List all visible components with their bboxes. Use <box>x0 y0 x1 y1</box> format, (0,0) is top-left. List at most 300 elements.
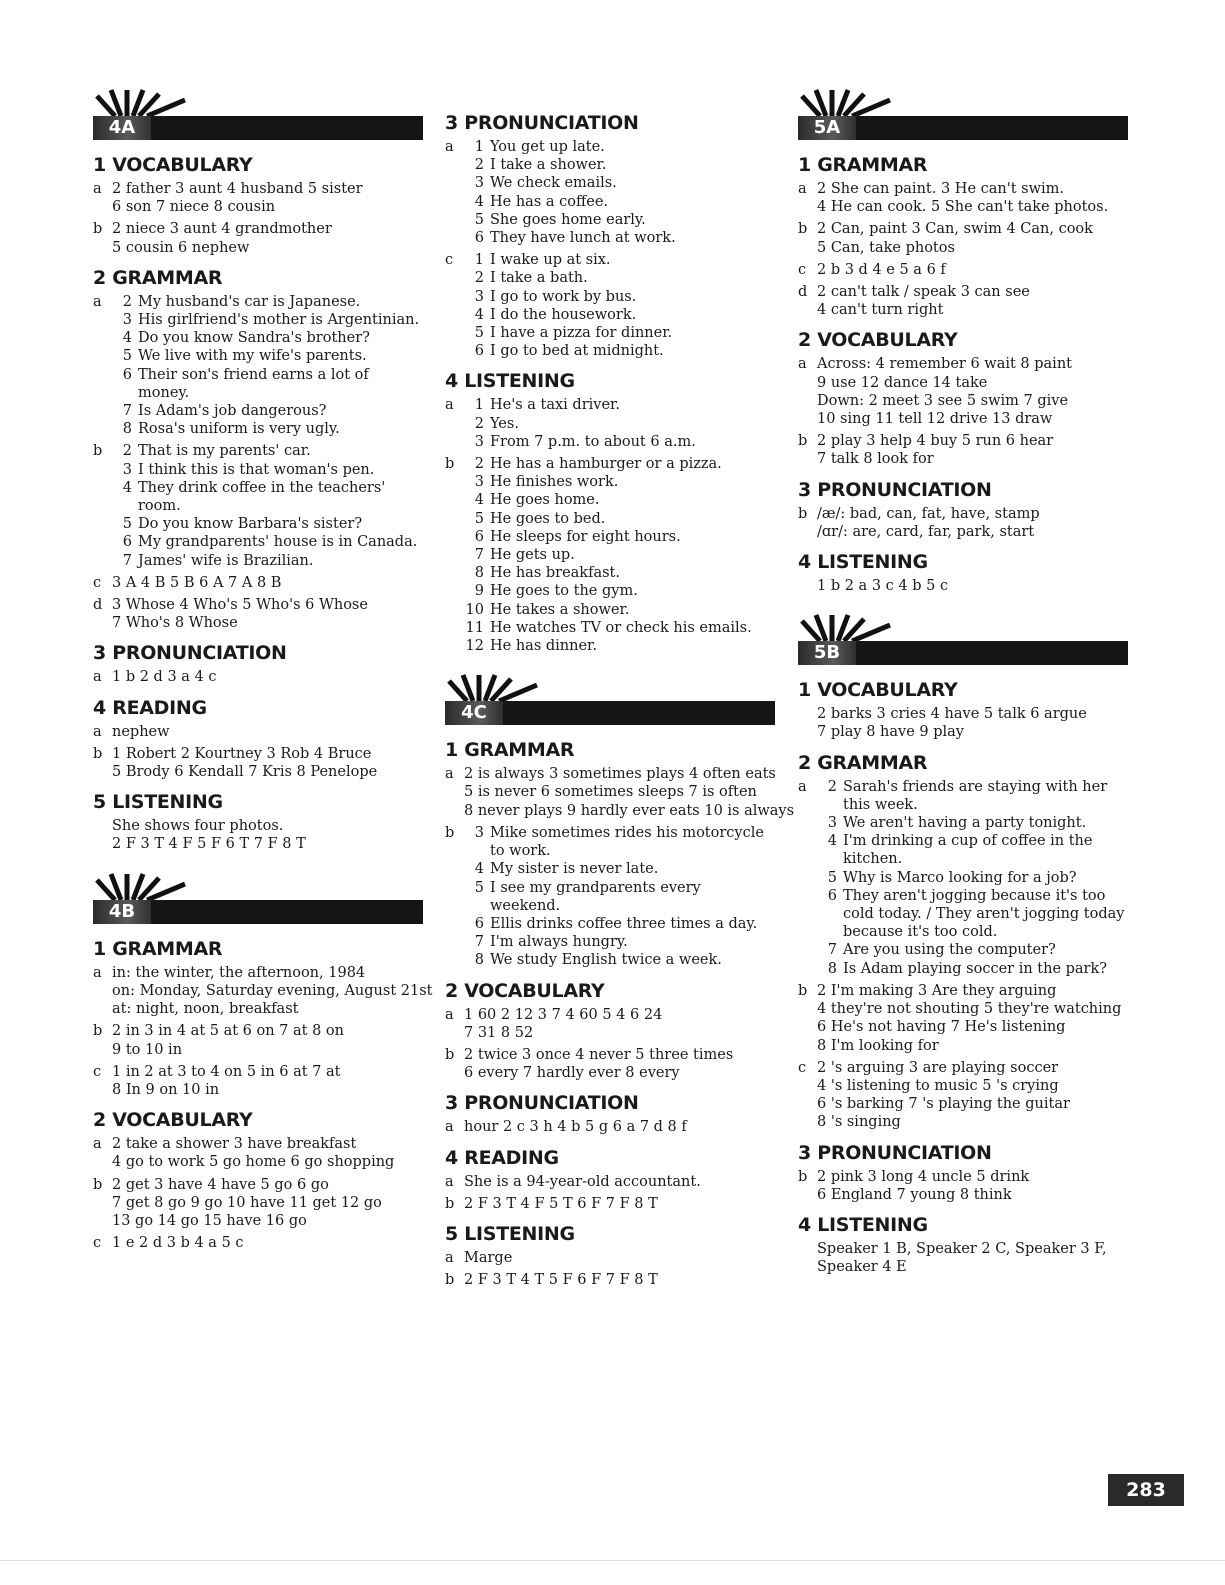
item-number: 6 <box>474 230 484 247</box>
item-text: Their son's friend earns a lot of money. <box>138 366 369 401</box>
part-body <box>112 1234 423 1252</box>
part-letter: b <box>93 443 103 460</box>
item-number: 8 <box>474 952 484 969</box>
answer-line: /æ/: bad, can, fat, have, stamp <box>817 505 1040 522</box>
part-letter: a <box>445 1173 454 1190</box>
answer-item <box>817 960 1128 978</box>
item-number: 12 <box>465 638 484 655</box>
item-number: 4 <box>474 861 484 878</box>
item-text: I think this is that woman's pen. <box>138 461 375 478</box>
item-text: We check emails. <box>490 175 617 192</box>
answer-part <box>93 180 423 216</box>
answer-line: 8 I'm looking for <box>817 1037 939 1054</box>
answer-item <box>464 229 775 247</box>
item-number: 10 <box>465 601 484 618</box>
answer-line: 4 He can cook. 5 She can't take photos. <box>817 199 1109 216</box>
answer-part <box>798 355 1128 428</box>
answer-part <box>798 505 1128 541</box>
item-number: 3 <box>122 461 132 478</box>
answer-part <box>798 261 1128 279</box>
answer-line: 2 is always 3 sometimes plays 4 often eats <box>464 766 776 783</box>
unit-label: 5B <box>798 641 856 665</box>
part-letter: a <box>445 1249 454 1266</box>
answer-part <box>93 723 423 741</box>
item-text: I go to bed at midnight. <box>490 343 664 360</box>
part-body <box>817 778 1128 978</box>
answer-line: 1 e 2 d 3 b 4 a 5 c <box>112 1235 244 1252</box>
part-body <box>464 455 775 655</box>
sunburst-icon <box>445 673 545 703</box>
item-text: Do you know Barbara's sister? <box>138 516 363 533</box>
item-number: 5 <box>122 348 132 365</box>
answer-part <box>798 432 1128 468</box>
part-body <box>817 577 1128 595</box>
part-body <box>817 432 1128 468</box>
sunburst-icon <box>798 613 898 643</box>
answer-part <box>445 1271 775 1289</box>
item-number: 4 <box>122 479 132 496</box>
part-letter <box>798 577 817 595</box>
item-text: From 7 p.m. to about 6 a.m. <box>490 433 696 450</box>
answer-item <box>112 402 423 420</box>
item-text: I have a pizza for dinner. <box>490 325 673 342</box>
part-body <box>464 251 775 360</box>
unit-banner <box>798 613 1128 669</box>
item-text: He goes to the gym. <box>490 583 638 600</box>
item-text: He's a taxi driver. <box>490 397 620 414</box>
answer-line: 2 F 3 T 4 F 5 T 6 F 7 F 8 T <box>464 1195 658 1212</box>
answer-item <box>464 473 775 491</box>
part-letter: b <box>798 982 808 999</box>
section-title: 2 VOCABULARY <box>445 979 605 1002</box>
answer-item <box>464 433 775 451</box>
answer-line: 2 take a shower 3 have breakfast <box>112 1136 357 1153</box>
answer-item <box>464 879 775 915</box>
item-number: 8 <box>827 960 837 977</box>
item-number: 7 <box>827 942 837 959</box>
section-title: 5 LISTENING <box>445 1222 575 1245</box>
part-body <box>464 1271 775 1289</box>
item-number: 9 <box>474 583 484 600</box>
section-title: 4 READING <box>445 1146 559 1169</box>
answer-item <box>464 860 775 878</box>
part-body <box>112 293 423 439</box>
answer-item <box>112 442 423 460</box>
item-number: 2 <box>122 443 132 460</box>
answer-item <box>464 824 775 860</box>
answer-part <box>798 1240 1128 1276</box>
answer-line: /ɑr/: are, card, far, park, start <box>817 523 1035 540</box>
answer-line: 2 's arguing 3 are playing soccer <box>817 1059 1059 1076</box>
item-text: Sarah's friends are staying with her this week. <box>843 778 1108 813</box>
part-body <box>112 668 423 686</box>
part-body <box>817 982 1128 1055</box>
part-letter: c <box>798 1059 807 1076</box>
answer-line: 6 every 7 hardly ever 8 every <box>464 1065 680 1082</box>
item-number: 7 <box>474 934 484 951</box>
item-text: I do the housework. <box>490 306 637 323</box>
part-letter: b <box>445 1046 455 1063</box>
unit-banner <box>445 673 775 729</box>
answer-line: 2 can't talk / speak 3 can see <box>817 284 1030 301</box>
answer-line: 1 b 2 d 3 a 4 c <box>112 669 217 686</box>
part-letter <box>798 1240 817 1276</box>
answer-line: 7 talk 8 look for <box>817 451 934 468</box>
part-body <box>817 355 1128 428</box>
answer-item <box>112 461 423 479</box>
item-text: Mike sometimes rides his motorcycle to work. <box>490 824 764 860</box>
answer-item <box>464 269 775 287</box>
item-text: I'm drinking a cup of coffee in the kitchen. <box>843 833 1093 868</box>
answer-item <box>464 324 775 342</box>
section-title: 5 LISTENING <box>93 791 223 814</box>
item-number: 3 <box>474 288 484 305</box>
answer-line: 1 Robert 2 Kourtney 3 Rob 4 Bruce <box>112 745 372 762</box>
answer-item <box>464 546 775 564</box>
item-text: He goes to bed. <box>490 510 606 527</box>
item-text: He has a coffee. <box>490 193 609 210</box>
part-body <box>817 180 1128 216</box>
answer-item <box>464 637 775 655</box>
part-body <box>112 220 423 256</box>
answer-part <box>445 455 775 655</box>
page-number: 283 <box>1108 1474 1184 1506</box>
item-text: Ellis drinks coffee three times a day. <box>490 915 758 932</box>
section-title: 2 VOCABULARY <box>93 1109 253 1132</box>
part-letter: b <box>93 1023 103 1040</box>
section-title: 3 PRONUNCIATION <box>93 642 287 665</box>
part-letter: a <box>93 669 102 686</box>
item-text: They aren't jogging because it's too cold today. / They aren't jogging today because it's too cold. <box>843 887 1125 941</box>
item-text: I go to work by bus. <box>490 288 637 305</box>
part-body <box>464 765 794 820</box>
part-body <box>817 505 1128 541</box>
answer-line: 2 b 3 d 4 e 5 a 6 f <box>817 261 946 278</box>
item-text: He sleeps for eight hours. <box>490 528 681 545</box>
answer-line: on: Monday, Saturday evening, August 21st <box>112 982 433 999</box>
answer-line: 3 A 4 B 5 B 6 A 7 A 8 B <box>112 574 282 591</box>
answer-item <box>112 552 423 570</box>
answer-item <box>112 311 423 329</box>
sunburst-icon <box>93 872 193 902</box>
answer-item <box>817 778 1128 814</box>
item-number: 4 <box>474 193 484 210</box>
answer-line: 4 's listening to music 5 's crying <box>817 1077 1059 1094</box>
part-letter: a <box>445 1119 454 1136</box>
part-letter: b <box>445 456 455 473</box>
part-body <box>112 1135 423 1171</box>
part-letter <box>93 817 112 853</box>
part-letter: b <box>798 433 808 450</box>
answer-item <box>464 564 775 582</box>
item-number: 3 <box>474 474 484 491</box>
answer-part <box>798 220 1128 256</box>
part-body <box>464 1173 775 1191</box>
answer-line: Speaker 1 B, Speaker 2 C, Speaker 3 F, <box>817 1240 1107 1257</box>
part-body <box>112 1176 423 1231</box>
item-number: 4 <box>827 833 837 850</box>
answer-part <box>445 1249 775 1267</box>
item-number: 7 <box>122 403 132 420</box>
item-text: We live with my wife's parents. <box>138 348 367 365</box>
answer-item <box>817 832 1128 868</box>
answer-item <box>464 491 775 509</box>
item-text: He goes home. <box>490 492 600 509</box>
item-text: Do you know Sandra's brother? <box>138 330 370 347</box>
answer-line: Down: 2 meet 3 see 5 swim 7 give <box>817 392 1069 409</box>
item-text: She goes home early. <box>490 211 646 228</box>
answer-part <box>445 1118 775 1136</box>
item-number: 3 <box>474 175 484 192</box>
part-letter: c <box>445 252 454 269</box>
part-letter: a <box>93 964 102 981</box>
part-letter: d <box>93 597 103 614</box>
item-text: My grandparents' house is in Canada. <box>138 534 418 551</box>
item-text: That is my parents' car. <box>138 443 311 460</box>
answer-part <box>798 577 1128 595</box>
answer-line: 5 cousin 6 nephew <box>112 239 250 256</box>
answer-line: 3 Whose 4 Who's 5 Who's 6 Whose <box>112 597 368 614</box>
answer-item <box>464 601 775 619</box>
answer-line: in: the winter, the afternoon, 1984 <box>112 964 366 981</box>
section-title: 3 PRONUNCIATION <box>798 478 992 501</box>
answer-item <box>817 814 1128 832</box>
sunburst-icon <box>798 88 898 118</box>
answer-part <box>93 817 423 853</box>
answer-line: at: night, noon, breakfast <box>112 1001 299 1018</box>
answer-line: Across: 4 remember 6 wait 8 paint <box>817 356 1072 373</box>
answer-line: 10 sing 11 tell 12 drive 13 draw <box>817 411 1053 428</box>
section-title: 4 READING <box>93 696 207 719</box>
answer-part <box>93 668 423 686</box>
item-number: 6 <box>122 534 132 551</box>
unit-banner <box>798 88 1128 144</box>
section-title: 3 PRONUNCIATION <box>445 112 639 134</box>
answer-line: 2 twice 3 once 4 never 5 three times <box>464 1046 734 1063</box>
answer-part <box>93 1063 423 1099</box>
part-body <box>464 138 775 247</box>
item-text: I'm always hungry. <box>490 934 628 951</box>
answer-part <box>798 1059 1128 1132</box>
item-text: Rosa's uniform is very ugly. <box>138 421 340 438</box>
item-number: 7 <box>122 552 132 569</box>
part-letter: b <box>93 745 103 762</box>
item-number: 8 <box>122 421 132 438</box>
item-number: 3 <box>474 433 484 450</box>
answer-line: 13 go 14 go 15 have 16 go <box>112 1212 307 1229</box>
answer-item <box>112 293 423 311</box>
answer-item <box>464 211 775 229</box>
item-number: 2 <box>827 778 837 795</box>
answer-item <box>112 420 423 438</box>
item-text: He has dinner. <box>490 638 597 655</box>
section-title: 1 GRAMMAR <box>445 739 575 762</box>
part-body <box>464 1118 775 1136</box>
answer-line: 2 get 3 have 4 have 5 go 6 go <box>112 1176 329 1193</box>
item-number: 2 <box>474 270 484 287</box>
answer-line: 5 Brody 6 Kendall 7 Kris 8 Penelope <box>112 764 378 781</box>
item-number: 1 <box>474 252 484 269</box>
unit-label: 4A <box>93 116 151 140</box>
answer-line: 6 England 7 young 8 think <box>817 1186 1012 1203</box>
column-right <box>798 88 1128 1280</box>
answer-item <box>464 455 775 473</box>
answer-item <box>112 347 423 365</box>
unit-label: 5A <box>798 116 856 140</box>
answer-item <box>464 288 775 306</box>
answer-item <box>464 915 775 933</box>
part-body <box>817 1059 1128 1132</box>
item-number: 4 <box>474 492 484 509</box>
answer-part <box>798 1168 1128 1204</box>
item-text: My husband's car is Japanese. <box>138 293 361 310</box>
answer-line: 6 's barking 7 's playing the guitar <box>817 1096 1070 1113</box>
answer-item <box>464 951 775 969</box>
part-body <box>112 442 423 569</box>
part-letter: b <box>93 1176 103 1193</box>
answer-item <box>464 933 775 951</box>
section-title: 1 VOCABULARY <box>93 154 253 176</box>
part-body <box>817 220 1128 256</box>
item-number: 3 <box>122 312 132 329</box>
part-letter: a <box>445 139 454 155</box>
item-text: I wake up at six. <box>490 252 611 269</box>
part-body <box>112 817 423 853</box>
answer-part <box>798 705 1128 741</box>
section-title: 4 LISTENING <box>798 551 928 574</box>
item-number: 6 <box>474 915 484 932</box>
part-body <box>464 1249 775 1267</box>
item-text: Is Adam's job dangerous? <box>138 403 327 420</box>
part-body <box>112 574 423 592</box>
item-number: 5 <box>474 510 484 527</box>
item-number: 3 <box>827 815 837 832</box>
item-number: 2 <box>474 157 484 174</box>
answer-line: 2 pink 3 long 4 uncle 5 drink <box>817 1168 1030 1185</box>
answer-part <box>445 765 795 820</box>
part-body <box>464 1046 775 1082</box>
section-title: 2 VOCABULARY <box>798 329 958 352</box>
item-number: 6 <box>827 887 837 904</box>
part-body <box>817 1240 1128 1276</box>
section-title: 3 PRONUNCIATION <box>445 1092 639 1115</box>
answer-item <box>464 342 775 360</box>
part-body <box>464 824 775 970</box>
sunburst-icon <box>93 88 193 118</box>
answer-line: 6 He's not having 7 He's listening <box>817 1019 1066 1036</box>
answer-line: 7 31 8 52 <box>464 1024 534 1041</box>
answer-part <box>445 1006 775 1042</box>
item-number: 4 <box>474 306 484 323</box>
part-letter: a <box>445 1006 454 1023</box>
answer-part <box>798 778 1128 978</box>
section-title: 1 GRAMMAR <box>798 154 928 176</box>
answer-part <box>93 964 433 1019</box>
part-letter: b <box>798 221 808 238</box>
section-title: 4 LISTENING <box>798 1213 928 1236</box>
item-text: Is Adam playing soccer in the park? <box>843 960 1108 977</box>
unit-label: 4B <box>93 900 151 924</box>
item-number: 8 <box>474 565 484 582</box>
answer-item <box>464 193 775 211</box>
answer-part <box>445 251 775 360</box>
answer-line: 8 In 9 on 10 in <box>112 1081 220 1098</box>
answer-item <box>464 415 775 433</box>
answer-line: 2 F 3 T 4 T 5 F 6 F 7 F 8 T <box>464 1272 658 1289</box>
answer-line: 2 play 3 help 4 buy 5 run 6 hear <box>817 433 1054 450</box>
part-letter: b <box>445 1272 455 1289</box>
part-letter: a <box>445 766 454 783</box>
item-number: 7 <box>474 547 484 564</box>
item-text: They drink coffee in the teachers' room. <box>138 479 386 515</box>
answer-line: 2 She can paint. 3 He can't swim. <box>817 181 1065 197</box>
answer-item <box>112 479 423 515</box>
answer-line: 6 son 7 niece 8 cousin <box>112 199 276 216</box>
answer-part <box>798 283 1128 319</box>
answer-item <box>464 306 775 324</box>
answer-part <box>445 824 775 970</box>
unit-label: 4C <box>445 701 503 725</box>
item-text: Why is Marco looking for a job? <box>843 869 1077 886</box>
item-number: 5 <box>122 516 132 533</box>
answer-item <box>464 138 775 156</box>
item-number: 11 <box>465 619 484 636</box>
answer-line: hour 2 c 3 h 4 b 5 g 6 a 7 d 8 f <box>464 1119 687 1136</box>
answer-item <box>112 366 423 402</box>
answer-part <box>93 1234 423 1252</box>
item-text: He gets up. <box>490 547 575 564</box>
answer-line: 2 I'm making 3 Are they arguing <box>817 982 1057 999</box>
section-title: 4 LISTENING <box>445 370 575 393</box>
item-text: They have lunch at work. <box>490 230 676 247</box>
part-letter: a <box>798 778 807 795</box>
part-body <box>817 261 1128 279</box>
part-body <box>464 1195 775 1213</box>
section-title: 1 VOCABULARY <box>798 679 958 702</box>
answer-part <box>93 293 423 439</box>
section-title: 1 GRAMMAR <box>93 937 223 960</box>
part-body <box>464 396 775 451</box>
item-text: James' wife is Brazilian. <box>138 552 314 569</box>
item-text: I take a bath. <box>490 270 588 287</box>
part-body <box>464 1006 775 1042</box>
answer-item <box>464 619 775 637</box>
answer-part <box>445 396 775 451</box>
answer-part <box>445 1173 775 1191</box>
part-letter: b <box>798 505 808 522</box>
answer-item <box>112 329 423 347</box>
item-text: He has a hamburger or a pizza. <box>490 456 722 473</box>
item-number: 2 <box>474 415 484 432</box>
item-text: I see my grandparents every weekend. <box>490 879 701 914</box>
part-body <box>112 1063 423 1099</box>
part-letter <box>798 705 817 741</box>
item-number: 5 <box>474 879 484 896</box>
item-text: Are you using the computer? <box>843 942 1056 959</box>
answer-item <box>464 156 775 174</box>
item-number: 4 <box>122 330 132 347</box>
part-body <box>112 964 433 1019</box>
answer-line: 7 get 8 go 9 go 10 have 11 get 12 go <box>112 1194 382 1211</box>
answer-line: nephew <box>112 723 170 740</box>
answer-item <box>464 510 775 528</box>
item-text: We aren't having a party tonight. <box>843 815 1087 832</box>
item-number: 6 <box>122 366 132 383</box>
answer-item <box>817 887 1128 942</box>
answer-line: Speaker 4 E <box>817 1259 907 1276</box>
item-number: 6 <box>474 528 484 545</box>
answer-line: 1 in 2 at 3 to 4 on 5 in 6 at 7 at <box>112 1063 341 1080</box>
